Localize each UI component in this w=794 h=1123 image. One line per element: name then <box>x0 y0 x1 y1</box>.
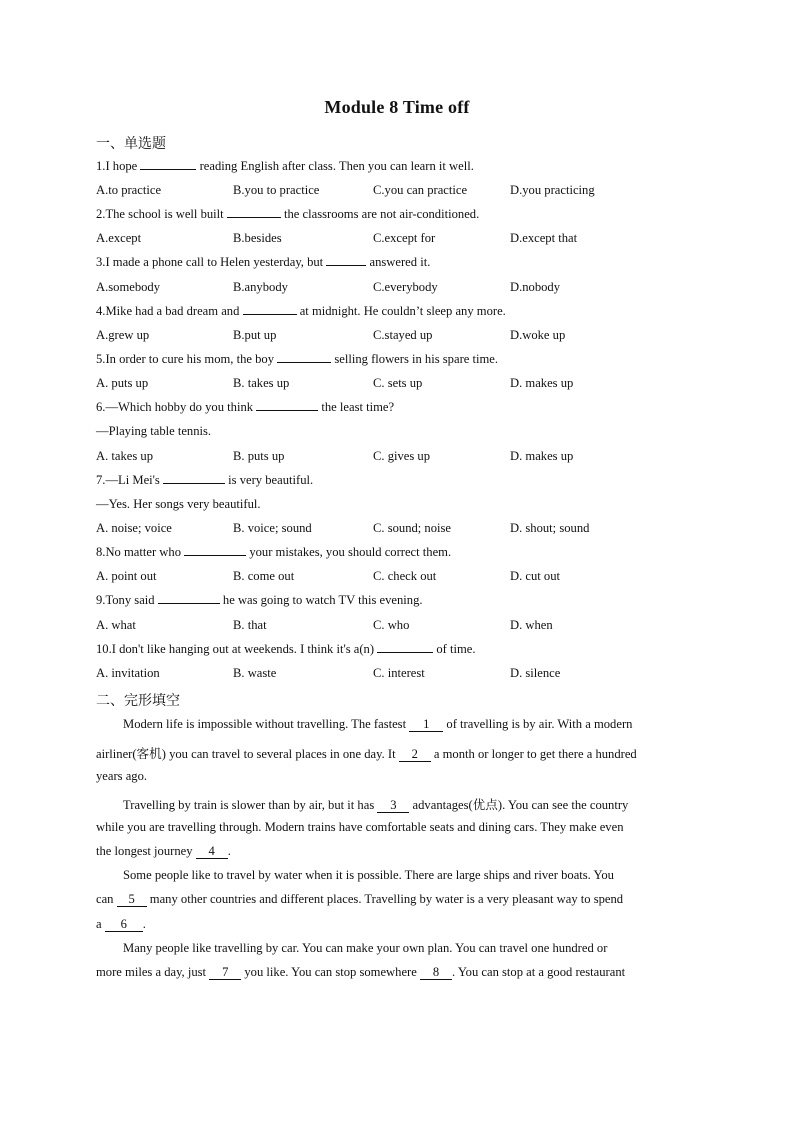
question-text: 8.No matter who <box>96 545 181 559</box>
cloze-text: a <box>96 917 102 931</box>
option-d: D. makes up <box>510 376 574 390</box>
cloze-text: the longest journey <box>96 844 193 858</box>
cloze-line: years ago. <box>96 769 148 783</box>
answer-blank <box>163 473 225 484</box>
cloze-blank: 7 <box>209 966 241 980</box>
cloze-text: of travelling is by air. With a modern <box>446 717 633 731</box>
cloze-text: Modern life is impossible without travelling. The fastest <box>123 717 407 731</box>
question-4 <box>96 304 506 319</box>
answer-blank <box>140 159 196 170</box>
question-5 <box>96 352 498 367</box>
cloze-text: can <box>96 892 114 906</box>
question-9 <box>96 593 423 608</box>
option-b: B. takes up <box>233 376 290 390</box>
answer-blank <box>277 352 331 363</box>
cloze-line <box>96 844 706 859</box>
question-text: 10.I don't like hanging out at weekends. I think it's a(n) <box>96 642 375 656</box>
question-6 <box>96 400 394 415</box>
option-a: A. invitation <box>96 666 160 680</box>
cloze-blank: 1 <box>409 718 443 732</box>
option-d: D.except that <box>510 231 578 245</box>
option-d: D.woke up <box>510 328 566 342</box>
option-a: A. noise; voice <box>96 521 172 535</box>
cloze-line <box>96 717 733 732</box>
section-heading-single-choice: 一、单选题 <box>96 137 166 152</box>
cloze-text: a month or longer to get there a hundred <box>433 747 637 761</box>
option-b: B.you to practice <box>233 183 320 197</box>
option-c: C. check out <box>373 569 437 583</box>
cloze-line: Many people like travelling by car. You can make your own plan. You can travel one hundred or <box>123 941 608 955</box>
question-1 <box>96 159 474 174</box>
cloze-text: you like. You can stop somewhere <box>244 965 417 979</box>
option-d: D.you practicing <box>510 183 595 197</box>
cloze-line <box>96 743 706 762</box>
answer-blank <box>243 304 297 315</box>
question-text: 4.Mike had a bad dream and <box>96 304 240 318</box>
question-text: the classrooms are not air-conditioned. <box>283 207 480 221</box>
cloze-text: . <box>142 917 146 931</box>
question-text: of time. <box>436 642 476 656</box>
cloze-blank: 6 <box>105 918 143 932</box>
question-text: at midnight. He couldn’t sleep any more. <box>299 304 506 318</box>
cloze-blank: 4 <box>196 845 228 859</box>
cloze-text: many other countries and different places. Travelling by water is a very pleasant way to spend <box>149 892 624 906</box>
cloze-text: airliner(客机) you can travel to several places in one day. It <box>96 747 396 761</box>
question-text: 6.—Which hobby do you think <box>96 400 254 414</box>
question-text: 9.Tony said <box>96 593 155 607</box>
option-c: C. who <box>373 618 410 632</box>
option-a: A. takes up <box>96 449 154 463</box>
option-c: C. gives up <box>373 449 431 463</box>
cloze-line <box>96 917 706 932</box>
option-d: D. when <box>510 618 553 632</box>
option-c: C.everybody <box>373 280 438 294</box>
question-text: 1.I hope <box>96 159 138 173</box>
option-c: C.stayed up <box>373 328 433 342</box>
answer-blank <box>158 593 220 604</box>
question-2 <box>96 207 479 222</box>
option-c: C. interest <box>373 666 425 680</box>
question-text: 2.The school is well built <box>96 207 224 221</box>
cloze-blank: 3 <box>377 799 409 813</box>
cloze-line <box>96 794 733 813</box>
cloze-line <box>96 965 706 980</box>
option-b: B. voice; sound <box>233 521 312 535</box>
answer-blank <box>184 545 246 556</box>
cloze-blank: 2 <box>399 748 431 762</box>
option-d: D. shout; sound <box>510 521 590 535</box>
option-a: A. what <box>96 618 136 632</box>
page-title: Module 8 Time off <box>324 97 470 117</box>
cloze-line: Some people like to travel by water when it is possible. There are large ships and river boats. You <box>123 868 614 882</box>
cloze-line: while you are travelling through. Modern trains have comfortable seats and dining cars. They make even <box>96 820 624 834</box>
cloze-blank: 8 <box>420 966 452 980</box>
question-8 <box>96 545 451 560</box>
option-a: A.grew up <box>96 328 150 342</box>
option-b: B.besides <box>233 231 282 245</box>
option-c: C.except for <box>373 231 436 245</box>
answer-blank <box>377 642 433 653</box>
question-3 <box>96 255 430 270</box>
question-reply: —Playing table tennis. <box>96 424 212 438</box>
question-text: reading English after class. Then you can learn it well. <box>199 159 474 173</box>
question-text: answered it. <box>369 255 431 269</box>
question-7 <box>96 473 313 488</box>
option-c: C. sets up <box>373 376 423 390</box>
option-b: B. that <box>233 618 267 632</box>
option-a: A.to practice <box>96 183 162 197</box>
option-c: C.you can practice <box>373 183 468 197</box>
option-d: D. silence <box>510 666 561 680</box>
cloze-text: . You can stop at a good restaurant <box>451 965 626 979</box>
option-a: A.somebody <box>96 280 161 294</box>
cloze-text: advantages(优点). You can see the country <box>412 798 629 812</box>
question-text: 7.—Li Mei's <box>96 473 160 487</box>
option-b: B. puts up <box>233 449 285 463</box>
option-d: D. makes up <box>510 449 574 463</box>
cloze-line <box>96 892 706 907</box>
cloze-text: more miles a day, just <box>96 965 207 979</box>
option-b: B.put up <box>233 328 277 342</box>
option-a: A. puts up <box>96 376 149 390</box>
option-a: A. point out <box>96 569 157 583</box>
option-b: B. come out <box>233 569 295 583</box>
cloze-text: Travelling by train is slower than by air, but it has <box>123 798 375 812</box>
answer-blank <box>326 255 366 266</box>
question-text: he was going to watch TV this evening. <box>222 593 423 607</box>
option-b: B.anybody <box>233 280 288 294</box>
question-10 <box>96 642 476 657</box>
option-a: A.except <box>96 231 142 245</box>
option-c: C. sound; noise <box>373 521 452 535</box>
option-d: D.nobody <box>510 280 561 294</box>
question-text: the least time? <box>321 400 395 414</box>
cloze-text: . <box>227 844 231 858</box>
option-b: B. waste <box>233 666 277 680</box>
question-text: 3.I made a phone call to Helen yesterday, but <box>96 255 324 269</box>
answer-blank <box>227 207 281 218</box>
question-text: selling flowers in his spare time. <box>334 352 499 366</box>
cloze-blank: 5 <box>117 893 147 907</box>
section-heading-cloze: 二、完形填空 <box>96 694 180 709</box>
question-reply: —Yes. Her songs very beautiful. <box>96 497 261 511</box>
question-text: your mistakes, you should correct them. <box>249 545 452 559</box>
question-text: is very beautiful. <box>228 473 314 487</box>
question-text: 5.In order to cure his mom, the boy <box>96 352 275 366</box>
option-d: D. cut out <box>510 569 561 583</box>
answer-blank <box>256 400 318 411</box>
